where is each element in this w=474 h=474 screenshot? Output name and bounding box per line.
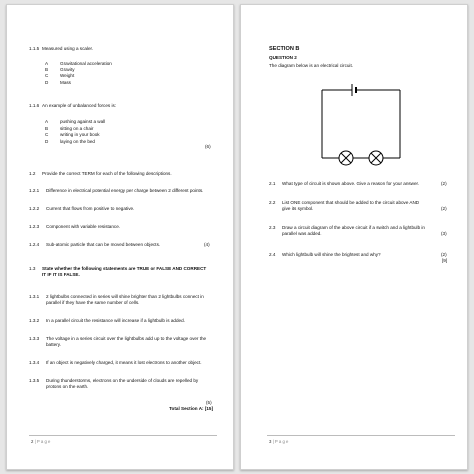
page-label: | P a g e [34,439,51,444]
section-total: Total Section A: [15] [169,406,213,411]
marks: (2) [441,252,447,257]
item-text: 2 lightbulbs connected in series will shine brighter than 2 lightbulbs connect in [46,294,204,299]
page-number: 2 [31,439,34,444]
footer-rule [267,435,455,436]
marks: (6) [205,144,211,149]
question-number: 1.3 [29,266,36,271]
item-text: The voltage in a series circuit over the lightbulbs add up to the voltage over the [46,336,207,341]
page-2 [6,4,234,470]
item-text: In a parallel circuit the resistance will increase if a lightbulb is added. [46,318,185,323]
question-number: 1.2 [29,171,36,176]
question-text-line-2: IT IF IT IS FALSE. [42,272,80,277]
item-text: Component with variable resistance. [46,224,121,229]
page-number: 3 [269,439,272,444]
item-number: 1.3.5 [29,378,40,383]
marks: (4) [204,242,210,247]
item-text: If an object is negatively charged, it means it lost electrons to another object. [46,360,202,365]
option-text: sitting on a chair [60,126,94,131]
marks: (5) [206,400,212,405]
item-text-line-2: protons on the earth. [46,384,89,389]
item-number: 1.3.3 [29,336,40,341]
question-text: An example of unbalanced forces is: [42,103,117,108]
marks: (2) [441,206,447,211]
option-text: Gravitational acceleration [60,61,112,66]
option-text: Mass [60,80,71,85]
item-text: Sub-atomic particle that can be moved between objects. [46,242,161,247]
question-number: 2.1 [269,181,276,186]
section-heading: SECTION B [269,46,300,52]
item-number: 1.3.1 [29,294,40,299]
option-text: laying on the bed [60,139,95,144]
question-text: List ONE component that should be added to the circuit above AND [282,200,420,205]
option-letter: C [45,73,49,78]
item-number: 1.3.2 [29,318,40,323]
item-text: Current that flows from positive to negative. [46,206,135,211]
option-letter: D [45,139,49,144]
question-number: 1.1.5 [29,46,40,51]
question-heading: QUESTION 2 [269,55,297,60]
question-number: 2.3 [269,225,276,230]
item-number: 1.2.1 [29,188,40,193]
item-text: During thunderstorms, electrons on the underside of clouds are repelled by [46,378,199,383]
option-text: writing in your book [60,132,100,137]
item-text: Difference in electrical potential energy per charge between 2 different points. [46,188,204,193]
item-number: 1.2.3 [29,224,40,229]
option-letter: D [45,80,49,85]
question-text: State whether the following statements are TRUE or FALSE AND CORRECT [42,266,207,271]
question-text: Draw a circuit diagram of the above circuit if a switch and a lightbulb in [282,225,425,230]
option-text: Gravity [60,67,75,72]
question-number: 2.4 [269,252,276,257]
footer-rule [29,435,217,436]
option-letter: A [45,61,49,66]
page-footer [269,439,288,444]
question-text-line-2: parallel was added. [282,231,322,236]
item-number: 1.3.4 [29,360,40,365]
item-number: 1.2.4 [29,242,40,247]
question-text: Provide the correct TERM for each of the following descriptions. [42,171,172,176]
question-number: 1.1.6 [29,103,40,108]
question-number: 2.2 [269,200,276,205]
item-number: 1.2.2 [29,206,40,211]
lightbulb-icon [339,151,353,165]
question-total: [9] [442,258,448,263]
marks: (2) [441,181,447,186]
lightbulb-icon [369,151,383,165]
question-text-line-2: give its symbol. [282,206,314,211]
question-text: What type of circuit is shown above. Give a reason for your answer. [282,181,420,186]
marks: (3) [441,231,447,236]
question-text: Which lightbulb will shine the brightest and why? [282,252,381,257]
page-3 [240,4,468,470]
intro-text: The diagram below is an electrical circuit. [269,63,353,68]
option-text: pushing against a wall [60,119,106,124]
item-text-line-2: battery. [46,342,61,347]
option-letter: B [45,126,49,131]
question-text: Measured using a scaler. [42,46,94,51]
option-letter: A [45,119,49,124]
page-label: | P a g e [272,439,289,444]
option-letter: C [45,132,49,137]
option-text: Weight [60,73,75,78]
page-footer [31,439,50,444]
circuit-diagram [316,80,406,172]
item-text-line-2: parallel if they have the same number of cells. [46,300,140,305]
option-letter: B [45,67,49,72]
